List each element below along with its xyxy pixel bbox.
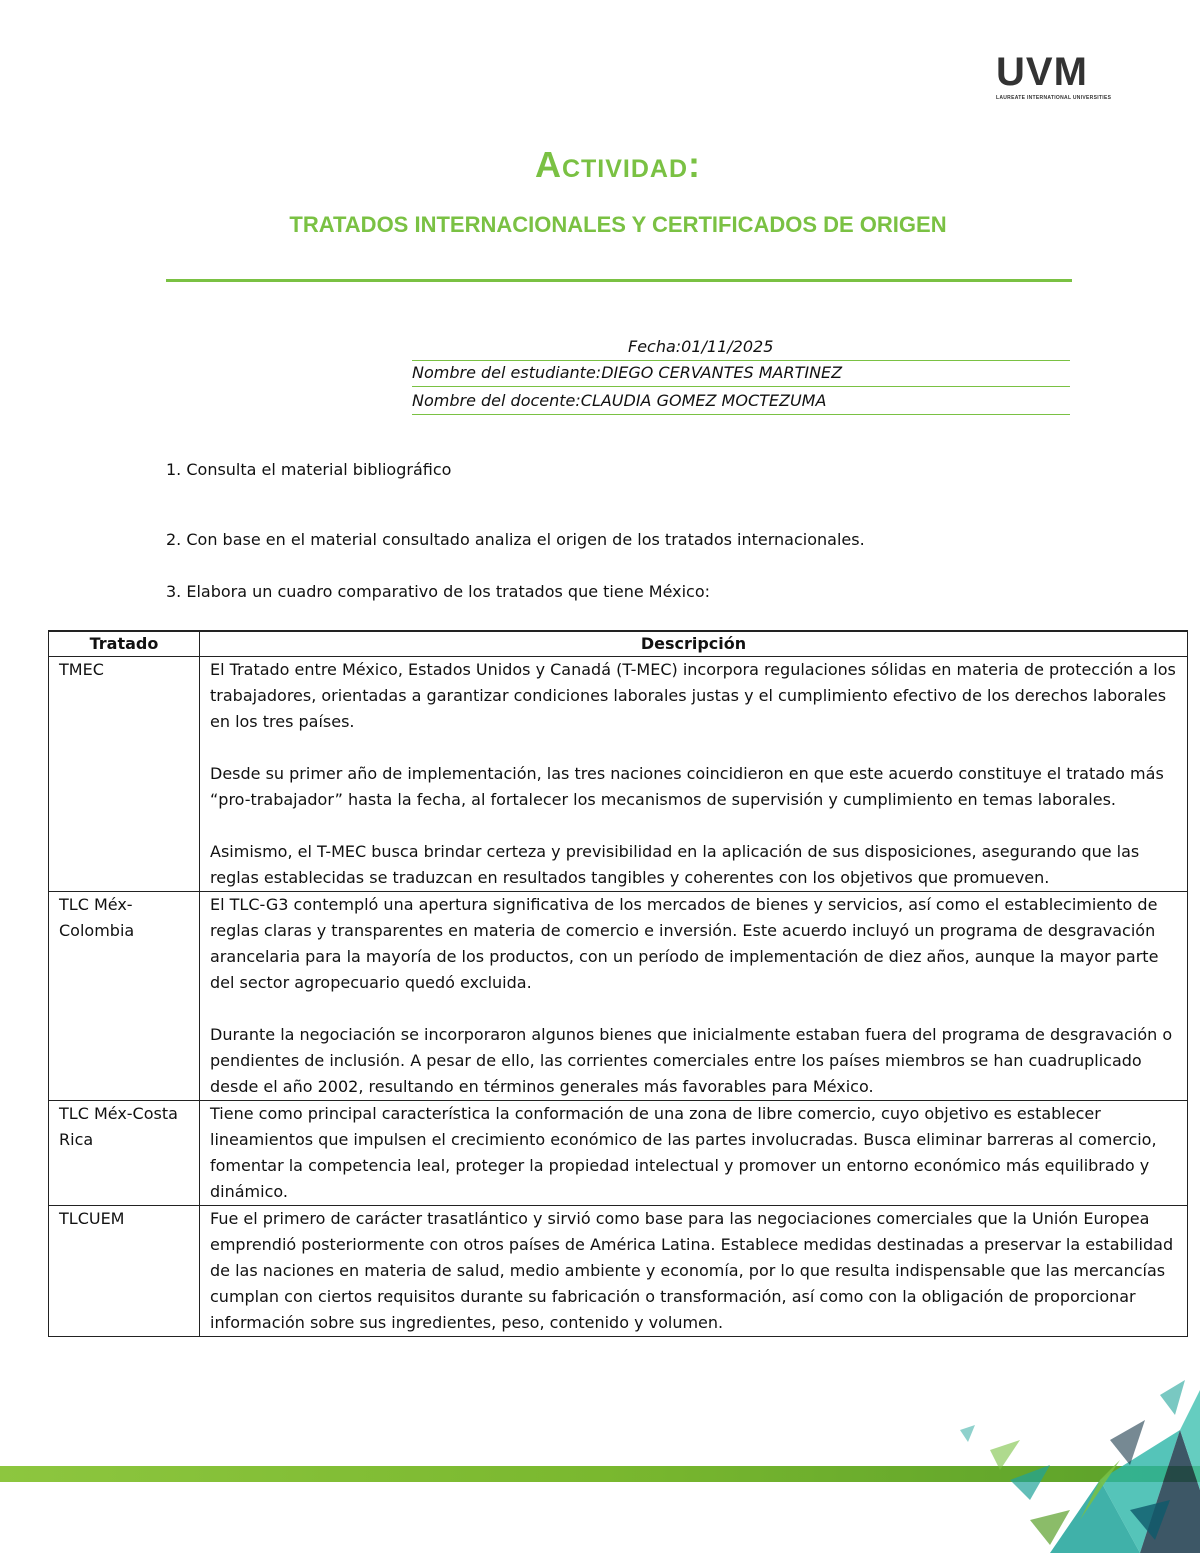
table-header-row [49, 631, 1188, 657]
decorative-polygons [930, 1370, 1200, 1553]
treaty-name: TLCUEM [49, 1206, 200, 1337]
header-descripcion: Descripción [200, 631, 1188, 657]
logo-subtext: LAUREATE INTERNATIONAL UNIVERSITIES [996, 95, 1112, 101]
table-row [49, 1101, 1188, 1206]
comparison-table [48, 630, 1188, 1337]
table-row [49, 657, 1188, 892]
date-line: Fecha:01/11/2025 [412, 334, 1070, 361]
description-paragraph: Fue el primero de carácter trasatlántico y sirvió como base para las negociaciones comerciales que la Unión Europea emprendió posteriormente con otros países de América Latina. Establece medidas destinadas a preservar la estabilidad de las naciones en materia de salud, medio ambiente y economía, por lo que resulta indispensable que las mercancías cumplan con ciertos requisitos durante su fabricación o transformación, así como con la obligación de proporcionar información sobre sus ingredientes, peso, contenido y volumen. [210, 1209, 1174, 1332]
description-paragraph: Durante la negociación se incorporaron algunos bienes que inicialmente estaban fuera del programa de desgravación o pendientes de inclusión. A pesar de ello, las corrientes comerciales entre los países miembros se han cuadruplicado desde el año 2002, resultando en términos generales más favorables para México. [210, 1025, 1173, 1096]
page-title: Actividad: [534, 144, 702, 185]
treaty-description [200, 657, 1188, 892]
treaty-name: TLC Méx-Costa Rica [49, 1101, 200, 1206]
uvm-logo [996, 52, 1122, 110]
treaty-description [200, 1206, 1188, 1337]
description-paragraph: El TLC-G3 contempló una apertura significativa de los mercados de bienes y servicios, así como el establecimiento de reglas claras y transparentes en materia de comercio e inversión. Este acuerdo incluyó un programa de desgravación arancelaria para la mayoría de los productos, con un período de implementación de diez años, aunque la mayor parte del sector agropecuario quedó excluida. [210, 895, 1159, 992]
instruction-2: 2. Con base en el material consultado analiza el origen de los tratados internacionales. [166, 530, 865, 549]
treaty-name: TLC Méx-Colombia [49, 892, 200, 1101]
description-paragraph: Desde su primer año de implementación, las tres naciones coincidieron en que este acuerdo constituye el tratado más “pro-trabajador” hasta la fecha, al fortalecer los mecanismos de supervisión y cumplimiento en temas laborales. [210, 764, 1164, 809]
instruction-1: 1. Consulta el material bibliográfico [166, 460, 452, 479]
description-paragraph: Tiene como principal característica la conformación de una zona de libre comercio, cuyo objetivo es establecer lineamientos que impulsen el crecimiento económico de las partes involucradas. Busca eliminar barreras al comercio, fomentar la competencia leal, proteger la propiedad intelectual y promover un entorno económico más equilibrado y dinámico. [210, 1104, 1157, 1201]
treaty-description [200, 1101, 1188, 1206]
teacher-name-line: Nombre del docente:CLAUDIA GOMEZ MOCTEZUMA [412, 388, 1070, 415]
table-row [49, 1206, 1188, 1337]
treaty-description [200, 892, 1188, 1101]
table-row [49, 892, 1188, 1101]
title-divider [166, 279, 1072, 282]
header-tratado: Tratado [49, 631, 200, 657]
treaty-name: TMEC [49, 657, 200, 892]
description-paragraph: El Tratado entre México, Estados Unidos y Canadá (T-MEC) incorpora regulaciones sólidas en materia de protección a los trabajadores, orientadas a garantizar condiciones laborales justas y el cumplimiento efectivo de los derechos laborales en los tres países. [210, 660, 1176, 731]
student-name-line: Nombre del estudiante:DIEGO CERVANTES MARTINEZ [412, 360, 1070, 387]
description-paragraph: Asimismo, el T-MEC busca brindar certeza y previsibilidad en la aplicación de sus disposiciones, asegurando que las reglas establecidas se traduzcan en resultados tangibles y coherentes con los objetivos que promueven. [210, 842, 1140, 887]
page-subtitle: TRATADOS INTERNACIONALES Y CERTIFICADOS DE ORIGEN [289, 212, 947, 237]
instruction-3: 3. Elabora un cuadro comparativo de los tratados que tiene México: [166, 582, 711, 601]
logo-text: UVM [996, 50, 1088, 94]
